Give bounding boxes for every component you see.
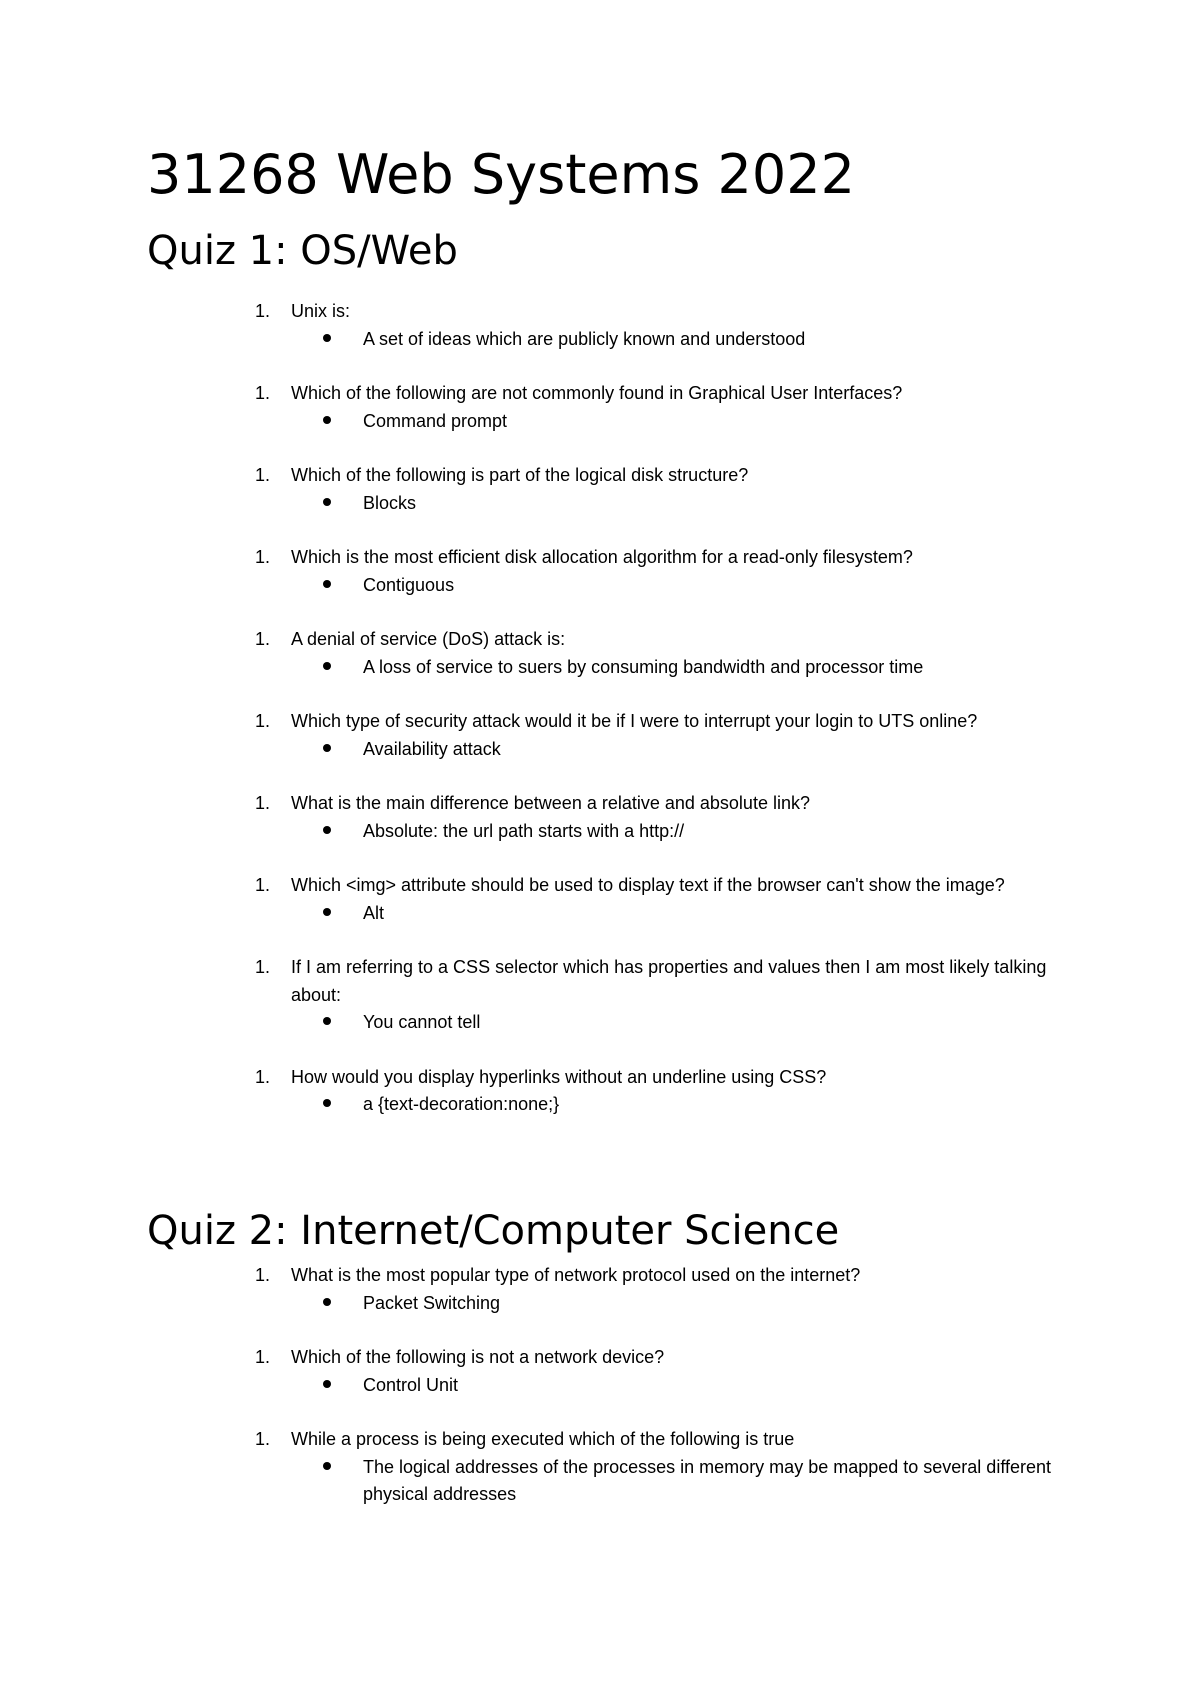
question-number: 1. (255, 1347, 271, 1367)
answer-item (291, 736, 1063, 764)
bullet-icon (323, 498, 331, 506)
answer-item (291, 326, 1063, 354)
answer-text: a {text-decoration:none;} (363, 1094, 560, 1114)
bullet-icon (323, 826, 331, 834)
answer-item (291, 900, 1063, 928)
answer-item (291, 490, 1063, 518)
answer-item (291, 1009, 1063, 1037)
question-item (147, 380, 1107, 435)
answer-item (291, 1290, 1063, 1318)
bullet-icon (323, 744, 331, 752)
question-text: Which is the most efficient disk allocation algorithm for a read-only filesystem? (291, 547, 913, 567)
bullet-icon (323, 662, 331, 670)
quiz-1-question-list (147, 298, 1107, 1119)
question-item (147, 1064, 1107, 1119)
quiz-1-heading: Quiz 1: OS/Web (147, 228, 458, 274)
question-number: 1. (255, 875, 271, 895)
question-number: 1. (255, 629, 271, 649)
question-text: A denial of service (DoS) attack is: (291, 629, 566, 649)
question-text: While a process is being executed which of the following is true (291, 1429, 795, 1449)
answer-item (291, 1454, 1063, 1509)
answer-item (291, 654, 1063, 682)
question-item (147, 298, 1107, 353)
bullet-icon (323, 580, 331, 588)
question-text: If I am referring to a CSS selector which has properties and values then I am most likely talking about: (291, 957, 1047, 1005)
answer-text: Command prompt (363, 410, 508, 431)
answer-item (291, 818, 1063, 846)
question-item (147, 954, 1107, 1037)
question-item (147, 1426, 1107, 1509)
bullet-icon (323, 334, 331, 342)
question-item (147, 462, 1107, 517)
quiz-2-section (147, 1206, 1107, 1536)
question-number: 1. (255, 465, 271, 485)
answer-text: A loss of service to suers by consuming bandwidth and processor time (363, 656, 924, 677)
question-number: 1. (255, 711, 271, 731)
question-number: 1. (255, 1429, 271, 1449)
question-item (147, 544, 1107, 599)
answer-item (291, 1372, 1063, 1400)
question-text: Which of the following are not commonly found in Graphical User Interfaces? (291, 383, 903, 403)
question-text: Which <img> attribute should be used to display text if the browser can't show the image? (291, 875, 1005, 895)
question-item (147, 1262, 1107, 1317)
answer-text: Alt (363, 902, 385, 923)
answer-item (291, 1091, 1063, 1119)
answer-text: You cannot tell (363, 1012, 481, 1032)
bullet-icon (323, 1017, 331, 1025)
question-text: Which of the following is not a network device? (291, 1347, 665, 1367)
question-item (147, 790, 1107, 845)
bullet-icon (323, 1462, 331, 1470)
answer-text: Packet Switching (363, 1292, 501, 1313)
question-item (147, 872, 1107, 927)
question-number: 1. (255, 383, 271, 403)
answer-item (291, 572, 1063, 600)
question-text: Which type of security attack would it be if I were to interrupt your login to UTS online? (291, 711, 978, 731)
bullet-icon (323, 1380, 331, 1388)
quiz-2-heading: Quiz 2: Internet/Computer Science (147, 1208, 840, 1254)
answer-text: Absolute: the url path starts with a http:// (363, 820, 685, 841)
bullet-icon (323, 1298, 331, 1306)
bullet-icon (323, 416, 331, 424)
question-text: What is the most popular type of network protocol used on the internet? (291, 1265, 861, 1285)
quiz-2-question-list (147, 1262, 1107, 1509)
question-item (147, 1344, 1107, 1399)
question-number: 1. (255, 1066, 271, 1087)
question-number: 1. (255, 1265, 271, 1285)
question-number: 1. (255, 957, 271, 977)
answer-text: A set of ideas which are publicly known and understood (363, 328, 806, 349)
question-item (147, 708, 1107, 763)
question-text: What is the main difference between a relative and absolute link? (291, 793, 810, 813)
answer-text: Contiguous (363, 574, 455, 595)
question-text: Which of the following is part of the logical disk structure? (291, 465, 749, 485)
answer-text: The logical addresses of the processes in memory may be mapped to several different physical addresses (363, 1456, 1052, 1504)
answer-text: Availability attack (363, 738, 501, 759)
question-number: 1. (255, 547, 271, 567)
question-number: 1. (255, 301, 271, 321)
question-item (147, 626, 1107, 681)
question-text: How would you display hyperlinks without an underline using CSS? (291, 1066, 827, 1087)
answer-text: Control Unit (363, 1374, 459, 1395)
document-title: 31268 Web Systems 2022 (147, 143, 855, 206)
answer-item (291, 408, 1063, 436)
quiz-1-section (147, 226, 1107, 1146)
question-text: Unix is: (291, 301, 351, 321)
bullet-icon (323, 1099, 331, 1107)
bullet-icon (323, 908, 331, 916)
answer-text: Blocks (363, 492, 417, 513)
question-number: 1. (255, 793, 271, 813)
